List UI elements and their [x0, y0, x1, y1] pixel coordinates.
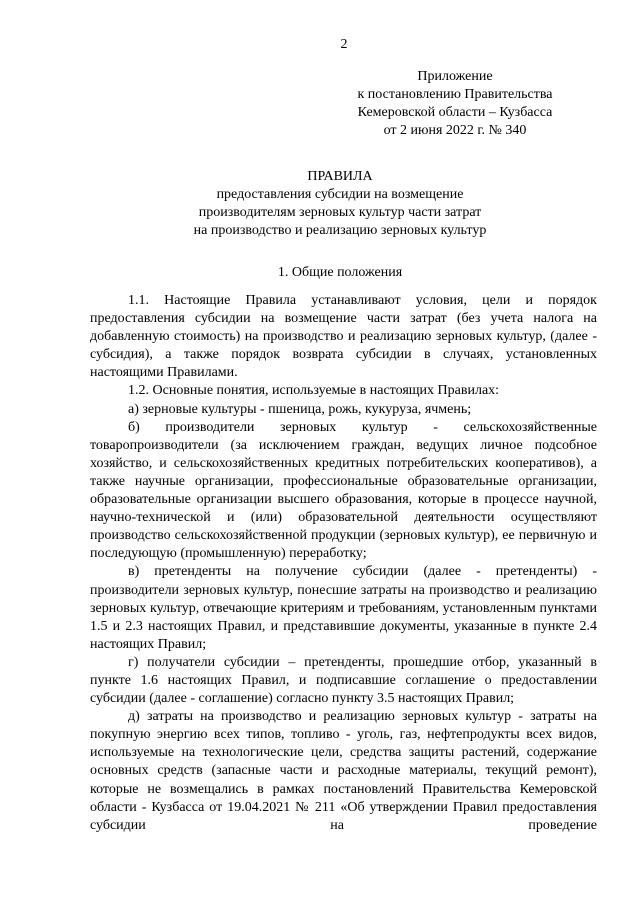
title-line: производителям зерновых культур части затрат	[198, 205, 482, 220]
appendix-line: от 2 июня 2022 г. № 340	[383, 123, 527, 138]
paragraph: а) зерновые культуры - пшеница, рожь, кукуруза, ячмень;	[128, 401, 472, 417]
section-heading: 1. Общие положения	[277, 265, 403, 280]
appendix-block	[310, 68, 600, 140]
title-heading: ПРАВИЛА	[307, 169, 373, 184]
paragraph: б) производители зерновых культур - сельскохозяйственные товаропроизводители (за исключением граждан, ведущих личное подсобное хозяйство, и сельскохозяйственных кредитных потребительских кооперативов), а также научные организации, профессиональные образовательные организации, образовательные организации высшего образования, которые в процессе научной, научно-технической и (или) образовательной деятельности осуществляют производство сельскохозяйственной продукции (зерновых культур), ее первичную и последующую (промышленную) переработку;	[90, 419, 597, 562]
paragraph: 1.2. Основные понятия, используемые в настоящих Правилах:	[128, 383, 500, 399]
paragraph: д) затраты на производство и реализацию зерновых культур - затраты на покупную энергию всех типов, топливо - уголь, газ, нефтепродукты всех видов, используемые на технологические цели, средства защиты растений, содержание основных средств (запасные части и расходные материалы, текущий ремонт), которые не возмещались в рамках постановлений Правительства Кемеровской области - Кузбасса от 19.04.2021 № 211 «Об утверждении Правил предоставления субсидии на проведение	[90, 709, 597, 833]
page-number: 2	[340, 37, 348, 52]
paragraph: 1.1. Настоящие Правила устанавливают условия, цели и порядок предоставления субсидии на возмещение части затрат (без учета налога на добавленную стоимость) на производство и реализацию зерновых культур, (далее - субсидия), а также порядок возврата субсидии в случаях, установленных настоящими Правилами.	[90, 293, 597, 381]
title-line: на производство и реализацию зерновых культур	[193, 223, 487, 238]
appendix-line: Приложение	[417, 69, 493, 84]
appendix-line: к постановлению Правительства	[357, 87, 553, 102]
paragraph: г) получатели субсидии – претенденты, прошедшие отбор, указанный в пункте 1.6 настоящих Правил, и подписавшие соглашение о предоставлении субсидии (далее - соглашение) согласно пункту 3.5 настоящих Правил;	[90, 654, 597, 707]
document-title	[90, 168, 590, 240]
paragraph: в) претенденты на получение субсидии (далее - претенденты) - производители зерновых культур, понесшие затраты на производство и реализацию зерновых культур, отвечающие критериям и требованиям, установленным пунктами 1.5 и 2.3 настоящих Правил, и представившие документы, указанные в пункте 2.4 настоящих Правил;	[90, 564, 597, 652]
document-body	[90, 292, 597, 835]
appendix-line: Кемеровской области – Кузбасса	[357, 105, 553, 120]
title-line: предоставления субсидии на возмещение	[216, 187, 464, 202]
